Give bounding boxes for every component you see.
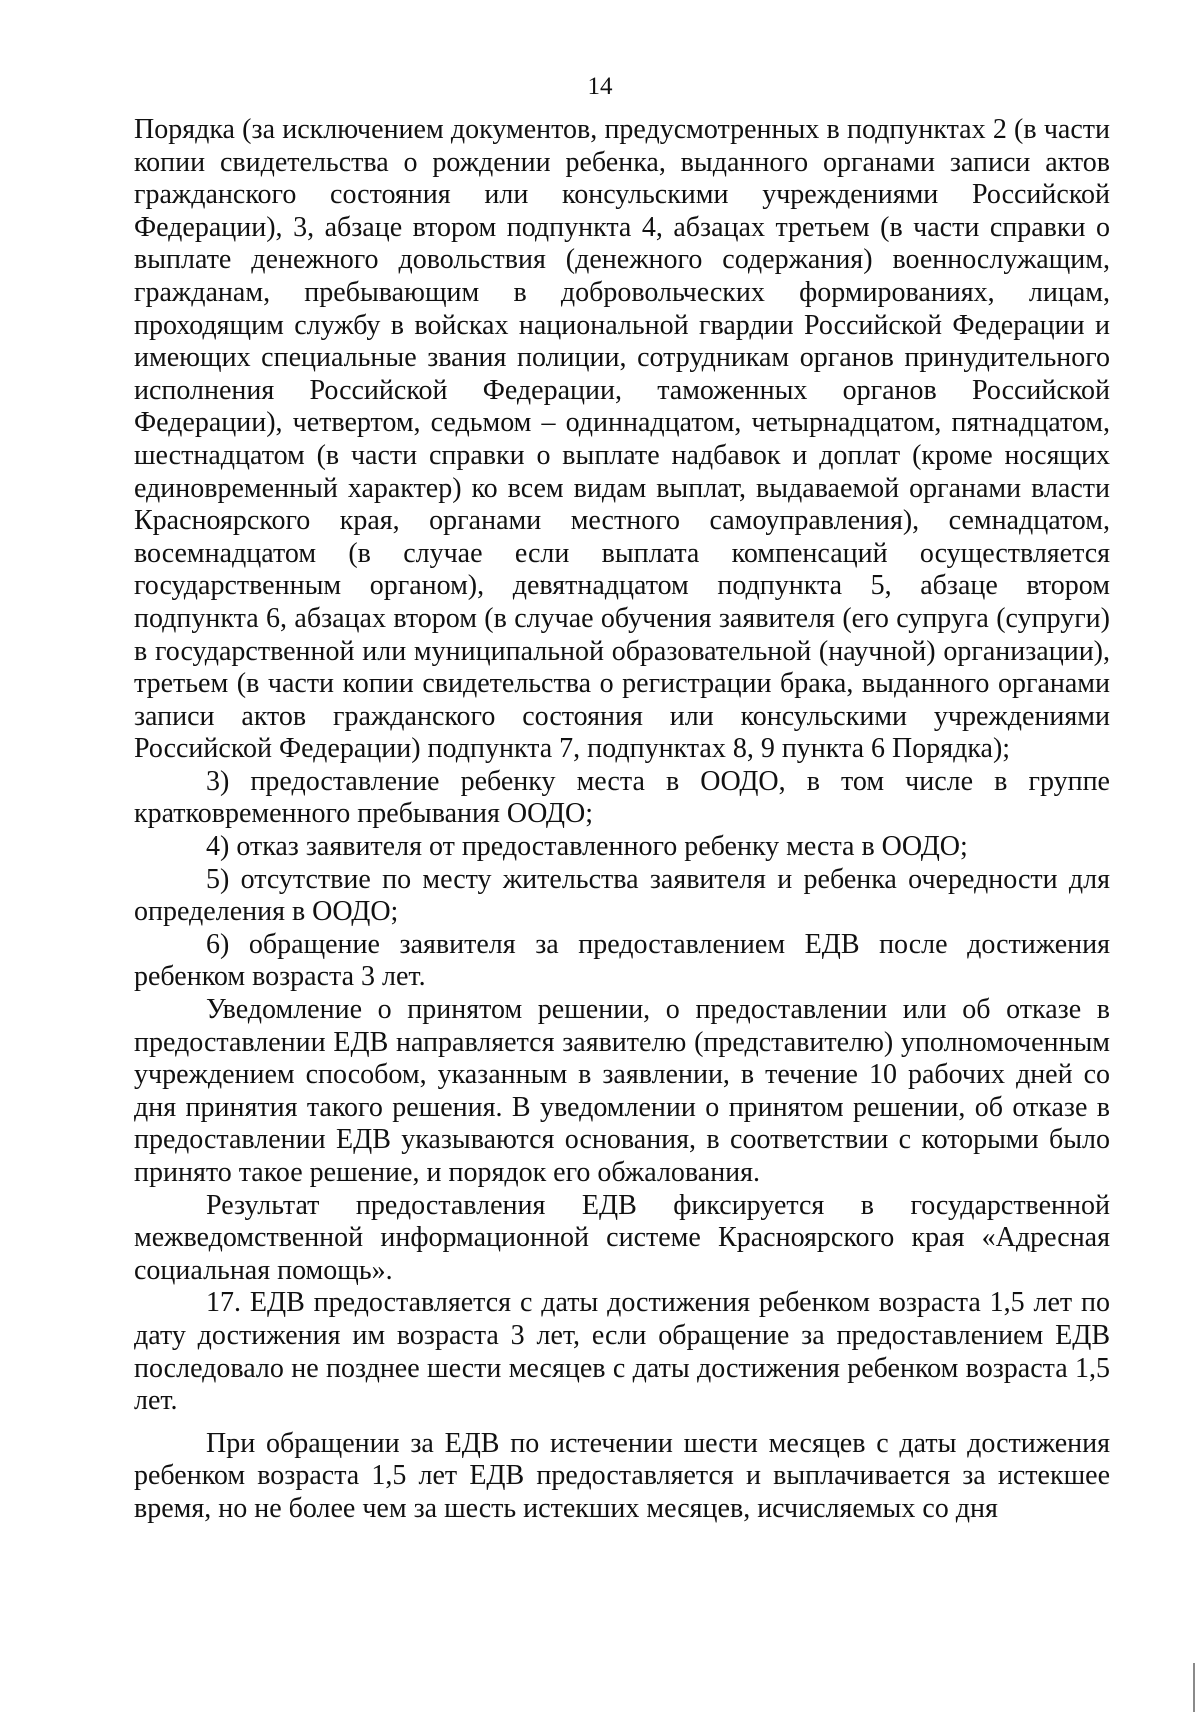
paragraph-item-6: 6) обращение заявителя за предоставлением ЕДВ после достижения ребенком возраста 3 лет. [134, 928, 1110, 993]
document-body [134, 114, 1110, 1526]
page-number: 14 [587, 73, 613, 100]
paragraph-result-recording: Результат предоставления ЕДВ фиксируется в государственной межведомственной информационной системе Красноярского края «Адресная социальная помощь». [134, 1189, 1110, 1286]
paragraph-item-5: 5) отсутствие по месту жительства заявителя и ребенка очередности для определения в ООДО; [134, 863, 1110, 928]
paragraph-exceptions-list: Порядка (за исключением документов, предусмотренных в подпунктах 2 (в части копии свидетельства о рождении ребенка, выданного органами записи актов гражданского состояния или консульскими учреждениями Российской Федерации), 3, абзаце втором подпункта 4, абзацах третьем (в части справки о выплате денежного довольствия (денежного содержания) военнослужащим, гражданам, пребывающим в добровольческих формированиях, лицам, проходящим службу в войсках национальной гвардии Российской Федерации и имеющих специальные звания полиции, сотрудникам органов принудительного исполнения Российской Федерации, таможенных органов Российской Федерации), четвертом, седьмом – одиннадцатом, четырнадцатом, пятнадцатом, шестнадцатом (в части справки о выплате надбавок и доплат (кроме носящих единовременный характер) ко всем видам выплат, выдаваемой органами власти Красноярского края, органами местного самоуправления), семнадцатом, восемнадцатом (в случае если выплата компенсаций осуществляется государственным органом), девятнадцатом подпункта 5, абзаце втором подпункта 6, абзацах втором (в случае обучения заявителя (его супруга (супруги) в государственной или муниципальной образовательной (научной) организации), третьем (в части копии свидетельства о регистрации брака, выданного органами записи актов гражданского состояния или консульскими учреждениями Российской Федерации) подпункта 7, подпунктах 8, 9 пункта 6 Порядка); [134, 114, 1110, 765]
paragraph-notification: Уведомление о принятом решении, о предоставлении или об отказе в предоставлении ЕДВ направляется заявителю (представителю) уполномоченным учреждением способом, указанным в заявлении, в течение 10 рабочих дней со дня принятия такого решения. В уведомлении о принятом решении, об отказе в предоставлении ЕДВ указываются основания, в соответствии с которыми было принято такое решение, и порядок его обжалования. [134, 994, 1110, 1188]
paragraph-item-3: 3) предоставление ребенку места в ООДО, в том числе в группе кратковременного пребывания ООДО; [134, 765, 1110, 830]
paragraph-clause-17: 17. ЕДВ предоставляется с даты достижения ребенком возраста 1,5 лет по дату достижения им возраста 3 лет, если обращение за предоставлением ЕДВ последовало не позднее шести месяцев с даты достижения ребенком возраста 1,5 лет. [134, 1287, 1110, 1417]
paragraph-late-application: При обращении за ЕДВ по истечении шести месяцев с даты достижения ребенком возраста 1,5 лет ЕДВ предоставляется и выплачивается за истекшее время, но не более чем за шесть истекших месяцев, исчисляемых со дня [134, 1427, 1110, 1524]
paragraph-item-4: 4) отказ заявителя от предоставленного ребенку места в ООДО; [206, 831, 968, 863]
scan-edge-mark [1193, 1663, 1195, 1712]
